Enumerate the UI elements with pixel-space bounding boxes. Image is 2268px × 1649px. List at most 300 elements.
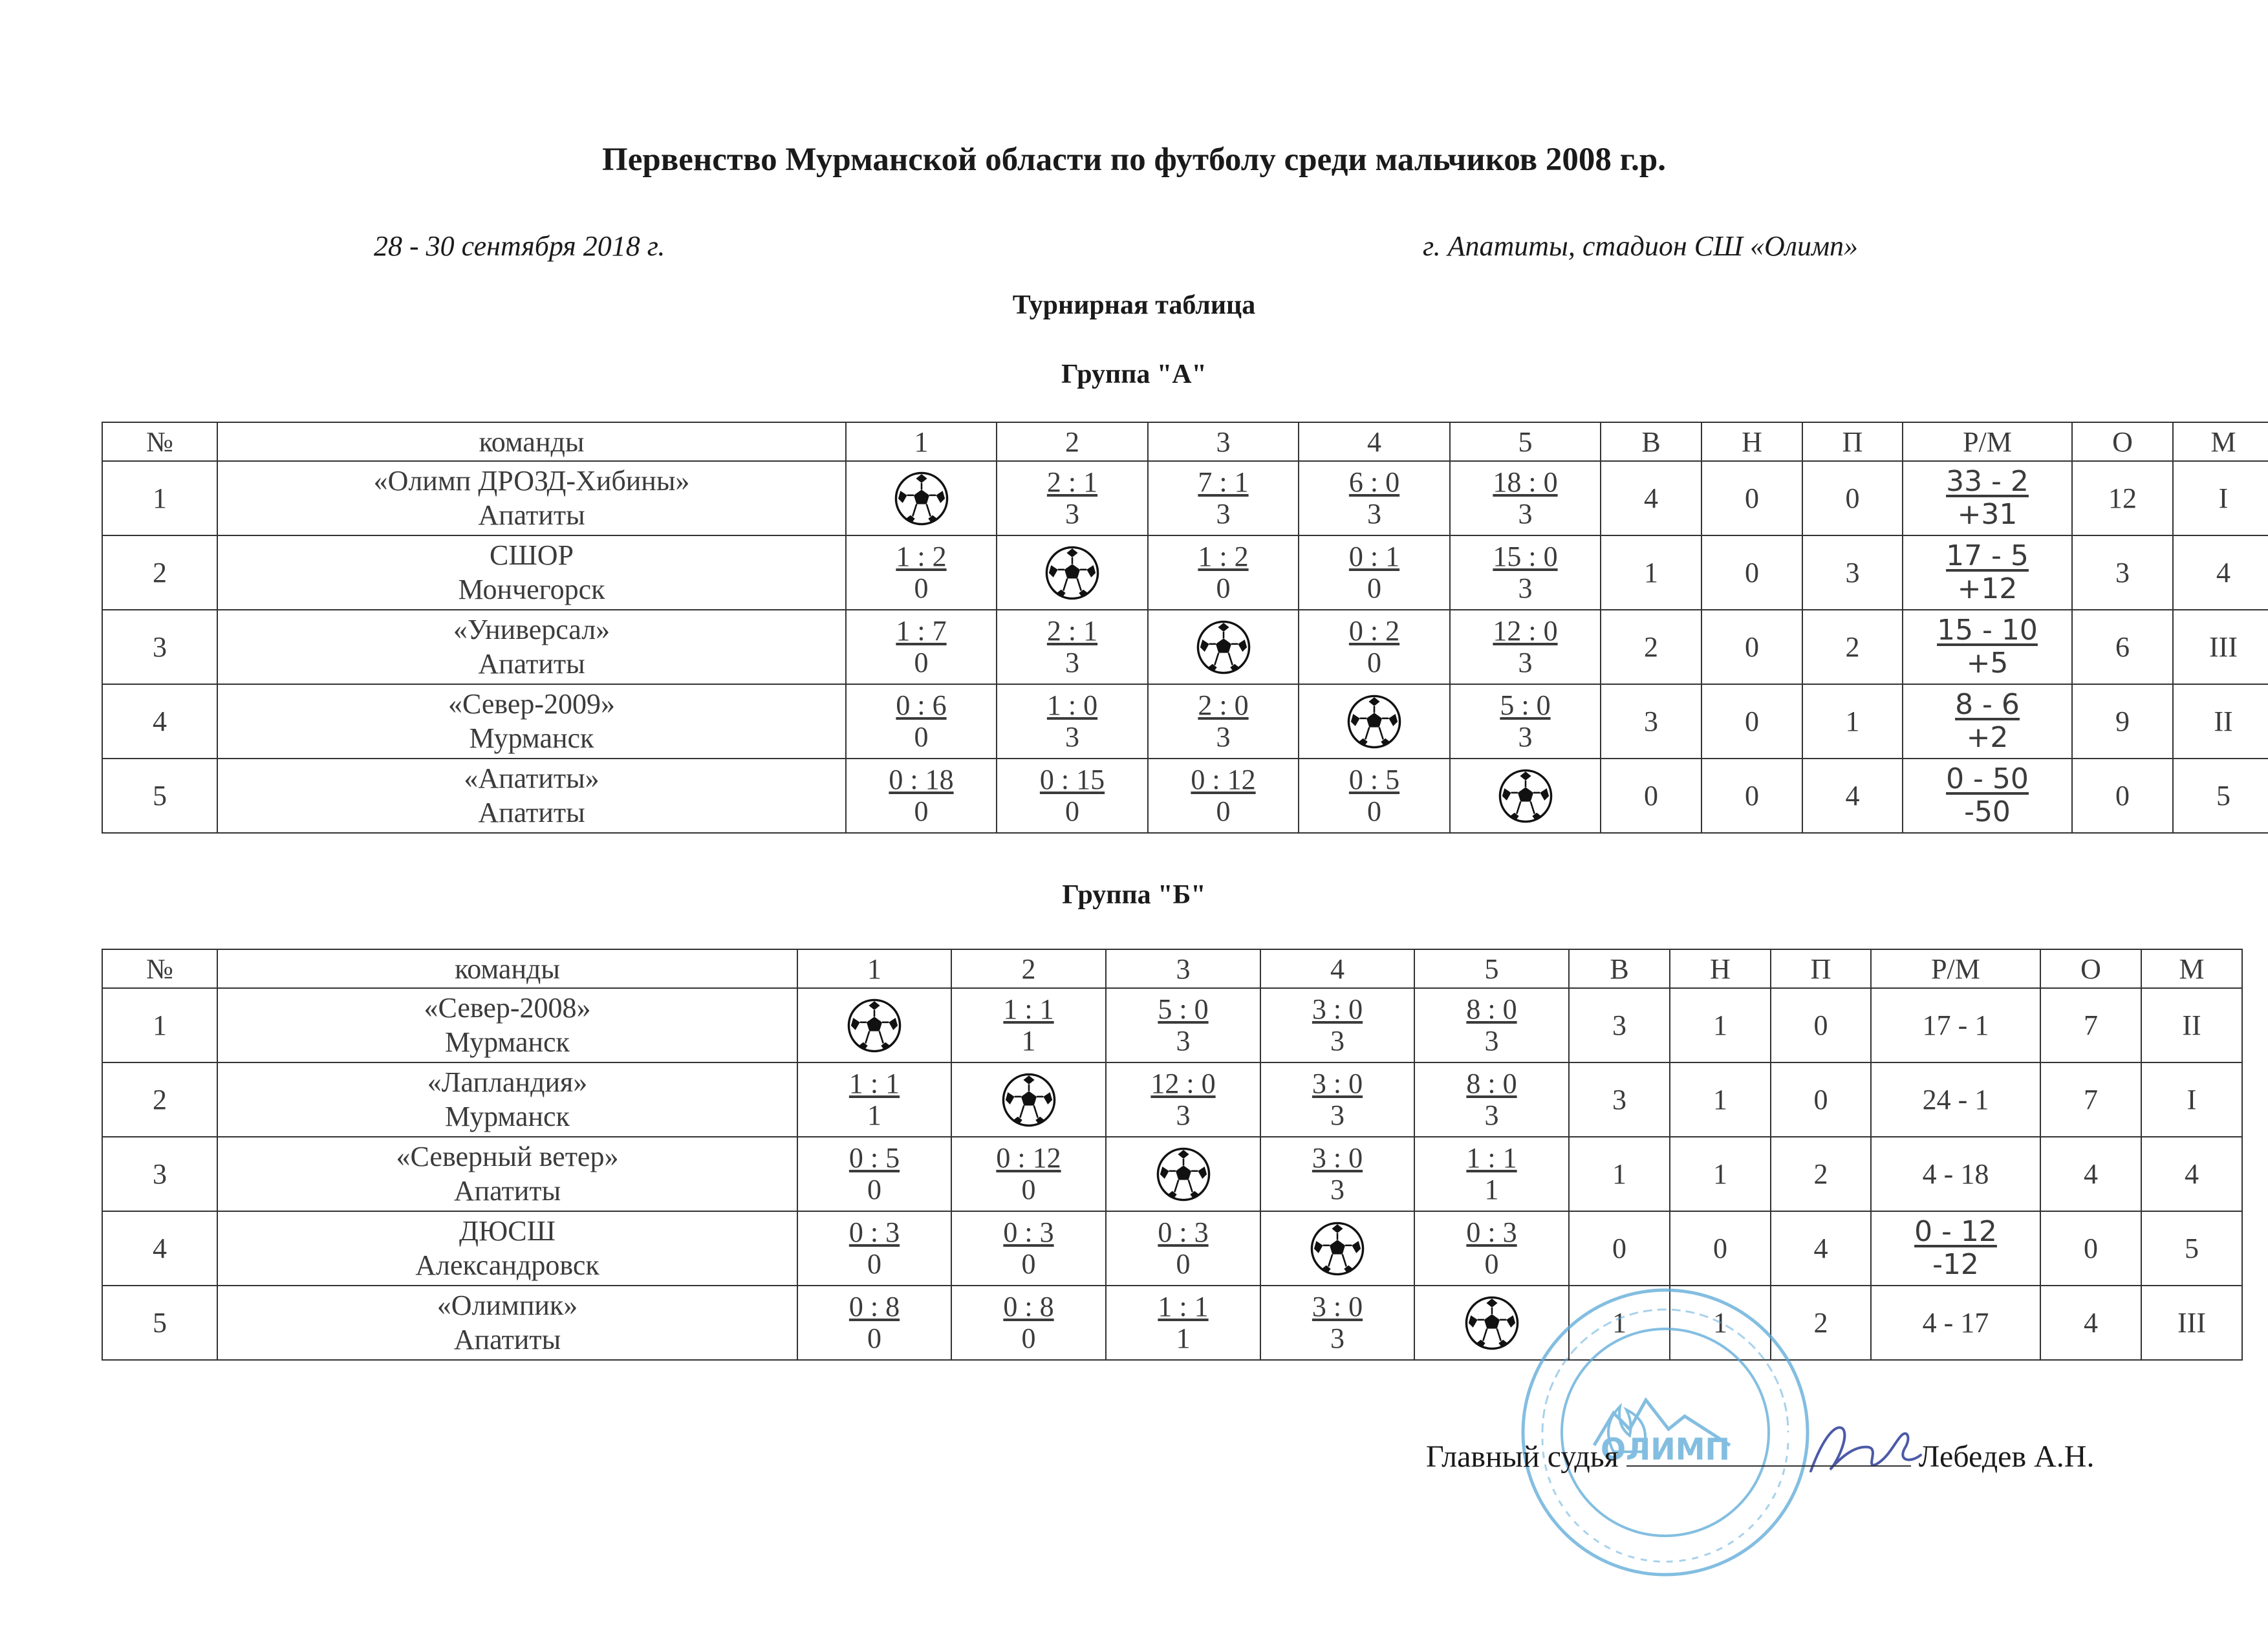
chief-judge-line — [1426, 1439, 2094, 1474]
team-cell — [217, 610, 846, 684]
match-cell-4 — [1299, 759, 1450, 833]
match-score: 12 : 0 — [1150, 1068, 1216, 1100]
group-b-table — [102, 949, 2243, 1361]
match-points: 1 — [867, 1099, 881, 1131]
losses-cell: 2 — [1771, 1286, 1871, 1360]
points-cell: 7 — [2040, 1062, 2141, 1137]
match-cell-3 — [1106, 1286, 1260, 1360]
match-cell-2 — [951, 1062, 1106, 1137]
draws-cell: 0 — [1701, 684, 1802, 759]
column-header-c4: 4 — [1299, 422, 1450, 461]
team-number: 4 — [102, 684, 217, 759]
event-venue: г. Апатиты, стадион СШ «Олимп» — [1423, 230, 1859, 262]
place-cell: 4 — [2173, 535, 2268, 610]
match-points: 3 — [1518, 572, 1533, 604]
soccer-ball-icon — [1346, 694, 1402, 749]
match-points: 3 — [1330, 1173, 1345, 1205]
match-points: 3 — [1518, 497, 1533, 530]
match-score: 1 : 1 — [1003, 993, 1054, 1026]
group-a-title: Группа "А" — [1061, 360, 1207, 389]
match-score: 15 : 0 — [1493, 541, 1558, 573]
column-header-c3: 3 — [1106, 949, 1260, 988]
match-score: 0 : 5 — [1348, 764, 1400, 796]
table-row — [102, 535, 2268, 610]
column-header-num: № — [102, 949, 217, 988]
match-cell-1 — [846, 610, 997, 684]
match-cell-1 — [846, 759, 997, 833]
wins-cell: 3 — [1569, 1062, 1670, 1137]
team-cell — [217, 1211, 797, 1286]
table-row — [102, 1286, 2242, 1360]
table-header-row — [102, 949, 2242, 988]
team-city: Мурманск — [445, 1026, 570, 1058]
match-score: 2 : 0 — [1198, 689, 1249, 722]
match-cell-4 — [1260, 1062, 1414, 1137]
match-score: 0 : 3 — [848, 1216, 900, 1249]
team-city: Мончегорск — [458, 573, 605, 605]
official-stamp-icon — [1517, 1284, 1814, 1581]
match-cell-4 — [1299, 610, 1450, 684]
points-cell: 0 — [2072, 759, 2173, 833]
match-cell-5 — [1414, 1137, 1569, 1211]
match-points: 3 — [1367, 497, 1381, 530]
match-points: 3 — [1216, 720, 1231, 753]
column-header-c4: 4 — [1260, 949, 1414, 988]
match-cell-1 — [797, 1286, 951, 1360]
match-score: 0 : 8 — [848, 1291, 900, 1323]
match-score: 0 : 12 — [996, 1142, 1061, 1174]
match-score: 8 : 0 — [1466, 993, 1517, 1026]
place-cell: III — [2173, 610, 2268, 684]
match-cell-1 — [797, 988, 951, 1062]
match-score: 0 : 8 — [1003, 1291, 1054, 1323]
goals-cell — [1903, 759, 2072, 833]
team-name: «Олимпик» — [437, 1289, 578, 1321]
goal-difference-handwritten: -12 — [1932, 1247, 1979, 1281]
match-points: 3 — [1330, 1099, 1345, 1131]
match-score: 0 : 6 — [896, 689, 947, 722]
match-cell-4 — [1260, 1137, 1414, 1211]
match-score: 0 : 15 — [1039, 764, 1105, 796]
match-cell-1 — [797, 1137, 951, 1211]
match-cell-5 — [1450, 759, 1601, 833]
match-cell-1 — [846, 461, 997, 535]
match-points: 3 — [1484, 1099, 1499, 1131]
place-cell: 4 — [2141, 1137, 2242, 1211]
judge-label: Главный судья — [1426, 1439, 1619, 1474]
table-row — [102, 988, 2242, 1062]
match-points: 0 — [867, 1322, 881, 1354]
team-name: «Апатиты» — [464, 762, 599, 794]
points-cell: 12 — [2072, 461, 2173, 535]
match-cell-3 — [1148, 759, 1299, 833]
column-header-num: № — [102, 422, 217, 461]
match-cell-2 — [951, 1137, 1106, 1211]
team-cell — [217, 1062, 797, 1137]
points-cell: 3 — [2072, 535, 2173, 610]
team-name: СШОР — [490, 539, 574, 571]
match-points: 0 — [914, 795, 929, 827]
match-points: 3 — [1065, 720, 1079, 753]
column-header-l: П — [1802, 422, 1903, 461]
points-cell: 0 — [2040, 1211, 2141, 1286]
losses-cell: 4 — [1802, 759, 1903, 833]
match-cell-3 — [1106, 988, 1260, 1062]
team-city: Апатиты — [478, 647, 585, 680]
team-number: 3 — [102, 1137, 217, 1211]
goal-difference-handwritten: +12 — [1957, 572, 2018, 605]
column-header-place: М — [2173, 422, 2268, 461]
draws-cell: 0 — [1701, 535, 1802, 610]
match-cell-3 — [1148, 684, 1299, 759]
judge-name: Лебедев А.Н. — [1918, 1439, 2095, 1474]
team-number: 1 — [102, 988, 217, 1062]
team-number: 2 — [102, 535, 217, 610]
place-cell: I — [2173, 461, 2268, 535]
match-score: 3 : 0 — [1312, 993, 1363, 1026]
match-cell-1 — [846, 684, 997, 759]
match-points: 1 — [1021, 1024, 1036, 1057]
team-number: 4 — [102, 1211, 217, 1286]
match-cell-4 — [1299, 684, 1450, 759]
column-header-d: Н — [1670, 949, 1771, 988]
match-points: 0 — [1021, 1173, 1036, 1205]
signature-line — [1626, 1441, 1911, 1467]
draws-cell: 0 — [1701, 759, 1802, 833]
match-points: 1 — [1176, 1322, 1191, 1354]
points-cell: 4 — [2040, 1137, 2141, 1211]
column-header-c2: 2 — [997, 422, 1148, 461]
match-cell-5 — [1414, 1211, 1569, 1286]
draws-cell: 0 — [1670, 1211, 1771, 1286]
match-cell-3 — [1106, 1137, 1260, 1211]
team-name: «Лапландия» — [427, 1066, 588, 1098]
match-score: 8 : 0 — [1466, 1068, 1517, 1100]
match-cell-5 — [1450, 461, 1601, 535]
column-header-w: В — [1569, 949, 1670, 988]
losses-cell: 1 — [1802, 684, 1903, 759]
soccer-ball-icon — [1310, 1221, 1365, 1277]
soccer-ball-icon — [1196, 620, 1251, 675]
wins-cell: 0 — [1569, 1211, 1670, 1286]
match-cell-2 — [951, 1286, 1106, 1360]
match-cell-1 — [797, 1211, 951, 1286]
match-cell-2 — [997, 610, 1148, 684]
losses-cell: 0 — [1771, 988, 1871, 1062]
column-header-c3: 3 — [1148, 422, 1299, 461]
wins-cell: 1 — [1569, 1137, 1670, 1211]
column-header-team: команды — [217, 949, 797, 988]
goals-cell: 4 - 18 — [1871, 1137, 2040, 1211]
match-points: 3 — [1065, 497, 1079, 530]
wins-cell: 3 — [1601, 684, 1701, 759]
match-score: 0 : 18 — [889, 764, 954, 796]
match-points: 3 — [1176, 1024, 1191, 1057]
match-score: 2 : 1 — [1046, 615, 1098, 647]
column-header-c1: 1 — [846, 422, 997, 461]
goals-cell — [1871, 1211, 2040, 1286]
wins-cell: 2 — [1601, 610, 1701, 684]
team-cell — [217, 988, 797, 1062]
match-score: 5 : 0 — [1158, 993, 1209, 1026]
column-header-gm: Р/М — [1903, 422, 2072, 461]
goals-cell — [1903, 610, 2072, 684]
wins-cell: 0 — [1601, 759, 1701, 833]
match-points: 3 — [1330, 1322, 1345, 1354]
match-points: 0 — [1216, 572, 1231, 604]
column-header-pts: О — [2072, 422, 2173, 461]
match-cell-1 — [797, 1062, 951, 1137]
svg-text:ОЛИМП: ОЛИМП — [1600, 1432, 1731, 1467]
match-score: 0 : 12 — [1191, 764, 1256, 796]
team-name: «Универсал» — [453, 613, 610, 645]
goals-cell — [1903, 684, 2072, 759]
goals-handwritten: 15 - 10 — [1937, 613, 2038, 647]
match-score: 0 : 2 — [1348, 615, 1400, 647]
team-name: «Север-2008» — [424, 991, 591, 1024]
match-cell-3 — [1148, 461, 1299, 535]
team-city: Апатиты — [453, 1174, 561, 1207]
match-score: 1 : 1 — [1158, 1291, 1209, 1323]
goal-difference-handwritten: +31 — [1957, 497, 2018, 531]
column-header-w: В — [1601, 422, 1701, 461]
match-points: 0 — [1176, 1247, 1191, 1280]
column-header-place: М — [2141, 949, 2242, 988]
team-city: Александровск — [415, 1249, 599, 1281]
team-number: 2 — [102, 1062, 217, 1137]
points-cell: 7 — [2040, 988, 2141, 1062]
match-score: 7 : 1 — [1198, 466, 1249, 499]
match-cell-5 — [1414, 988, 1569, 1062]
column-header-l: П — [1771, 949, 1871, 988]
team-number: 5 — [102, 1286, 217, 1360]
goals-handwritten: 17 - 5 — [1946, 539, 2029, 572]
team-name: «Олимп ДРОЗД-Хибины» — [373, 464, 690, 497]
team-cell — [217, 1286, 797, 1360]
match-points: 0 — [1021, 1247, 1036, 1280]
goals-handwritten: 0 - 50 — [1946, 762, 2029, 795]
losses-cell: 2 — [1771, 1137, 1871, 1211]
soccer-ball-icon — [894, 471, 949, 526]
match-score: 5 : 0 — [1500, 689, 1551, 722]
goal-difference-handwritten: +5 — [1966, 646, 2009, 680]
match-cell-4 — [1299, 461, 1450, 535]
match-cell-2 — [997, 684, 1148, 759]
wins-cell: 4 — [1601, 461, 1701, 535]
match-points: 0 — [914, 572, 929, 604]
wins-cell: 1 — [1569, 1286, 1670, 1360]
goals-handwritten: 33 - 2 — [1946, 464, 2029, 498]
match-points: 0 — [1216, 795, 1231, 827]
match-score: 12 : 0 — [1493, 615, 1558, 647]
points-cell: 9 — [2072, 684, 2173, 759]
draws-cell: 1 — [1670, 1286, 1771, 1360]
match-points: 0 — [1367, 646, 1381, 678]
column-header-c1: 1 — [797, 949, 951, 988]
wins-cell: 1 — [1601, 535, 1701, 610]
match-score: 1 : 0 — [1046, 689, 1098, 722]
match-score: 0 : 5 — [848, 1142, 900, 1174]
table-row — [102, 1137, 2242, 1211]
match-points: 0 — [867, 1247, 881, 1280]
place-cell: 5 — [2141, 1211, 2242, 1286]
match-score: 0 : 1 — [1348, 541, 1400, 573]
standings-subtitle: Турнирная таблица — [1012, 290, 1256, 320]
match-cell-4 — [1260, 1211, 1414, 1286]
match-points: 0 — [914, 646, 929, 678]
group-a-table — [102, 422, 2268, 834]
match-cell-2 — [951, 1211, 1106, 1286]
losses-cell: 0 — [1802, 461, 1903, 535]
goals-cell: 17 - 1 — [1871, 988, 2040, 1062]
draws-cell: 1 — [1670, 1062, 1771, 1137]
soccer-ball-icon — [1044, 545, 1100, 601]
losses-cell: 3 — [1802, 535, 1903, 610]
match-cell-4 — [1299, 535, 1450, 610]
match-score: 1 : 2 — [896, 541, 947, 573]
column-header-d: Н — [1701, 422, 1802, 461]
soccer-ball-icon — [1156, 1147, 1211, 1202]
goals-cell — [1903, 461, 2072, 535]
match-score: 0 : 3 — [1466, 1216, 1517, 1249]
draws-cell: 0 — [1701, 610, 1802, 684]
match-score: 1 : 2 — [1198, 541, 1249, 573]
soccer-ball-icon — [1498, 768, 1553, 824]
team-cell — [217, 1137, 797, 1211]
draws-cell: 1 — [1670, 988, 1771, 1062]
match-score: 3 : 0 — [1312, 1291, 1363, 1323]
match-score: 6 : 0 — [1348, 466, 1400, 499]
team-number: 3 — [102, 610, 217, 684]
place-cell: I — [2141, 1062, 2242, 1137]
goals-cell — [1903, 535, 2072, 610]
goals-cell: 4 - 17 — [1871, 1286, 2040, 1360]
table-header-row — [102, 422, 2268, 461]
wins-cell: 3 — [1569, 988, 1670, 1062]
soccer-ball-icon — [1464, 1295, 1520, 1351]
match-points: 3 — [1330, 1024, 1345, 1057]
draws-cell: 0 — [1701, 461, 1802, 535]
match-points: 0 — [1367, 795, 1381, 827]
points-cell: 6 — [2072, 610, 2173, 684]
place-cell: II — [2141, 988, 2242, 1062]
match-score: 1 : 7 — [896, 615, 947, 647]
match-points: 0 — [867, 1173, 881, 1205]
team-city: Апатиты — [453, 1323, 561, 1355]
match-points: 0 — [1065, 795, 1079, 827]
match-cell-5 — [1414, 1062, 1569, 1137]
match-cell-4 — [1260, 988, 1414, 1062]
table-row — [102, 461, 2268, 535]
points-cell: 4 — [2040, 1286, 2141, 1360]
match-score: 18 : 0 — [1493, 466, 1558, 499]
team-number: 1 — [102, 461, 217, 535]
column-header-c5: 5 — [1414, 949, 1569, 988]
team-name: «Север-2009» — [448, 687, 616, 720]
team-cell — [217, 461, 846, 535]
column-header-c5: 5 — [1450, 422, 1601, 461]
match-score: 3 : 0 — [1312, 1068, 1363, 1100]
match-cell-5 — [1450, 610, 1601, 684]
match-cell-2 — [997, 461, 1148, 535]
goal-difference-handwritten: -50 — [1964, 795, 2011, 828]
losses-cell: 4 — [1771, 1211, 1871, 1286]
soccer-ball-icon — [1001, 1072, 1057, 1128]
match-points: 3 — [1518, 720, 1533, 753]
table-row — [102, 1062, 2242, 1137]
match-cell-5 — [1450, 684, 1601, 759]
match-score: 1 : 1 — [848, 1068, 900, 1100]
match-score: 0 : 3 — [1003, 1216, 1054, 1249]
losses-cell: 0 — [1771, 1062, 1871, 1137]
match-points: 0 — [1021, 1322, 1036, 1354]
match-points: 0 — [1484, 1247, 1499, 1280]
column-header-c2: 2 — [951, 949, 1106, 988]
match-cell-3 — [1106, 1211, 1260, 1286]
match-cell-2 — [997, 535, 1148, 610]
match-points: 3 — [1176, 1099, 1191, 1131]
match-points: 3 — [1216, 497, 1231, 530]
draws-cell: 1 — [1670, 1137, 1771, 1211]
document-title: Первенство Мурманской области по футболу среди мальчиков 2008 г.р. — [602, 142, 1666, 178]
team-city: Апатиты — [478, 499, 585, 531]
match-points: 0 — [1367, 572, 1381, 604]
table-row — [102, 684, 2268, 759]
match-score: 3 : 0 — [1312, 1142, 1363, 1174]
match-points: 3 — [1065, 646, 1079, 678]
goal-difference-handwritten: +2 — [1966, 720, 2009, 754]
match-cell-5 — [1450, 535, 1601, 610]
match-score: 1 : 1 — [1466, 1142, 1517, 1174]
place-cell: 5 — [2173, 759, 2268, 833]
match-points: 3 — [1484, 1024, 1499, 1057]
match-points: 3 — [1518, 646, 1533, 678]
table-row — [102, 759, 2268, 833]
team-cell — [217, 535, 846, 610]
team-cell — [217, 684, 846, 759]
match-cell-3 — [1148, 535, 1299, 610]
match-points: 0 — [914, 720, 929, 753]
table-row — [102, 1211, 2242, 1286]
place-cell: II — [2173, 684, 2268, 759]
losses-cell: 2 — [1802, 610, 1903, 684]
match-cell-2 — [951, 988, 1106, 1062]
group-b-title: Группа "Б" — [1062, 880, 1206, 910]
column-header-gm: Р/М — [1871, 949, 2040, 988]
match-cell-1 — [846, 535, 997, 610]
table-row — [102, 610, 2268, 684]
team-name: ДЮСШ — [459, 1214, 556, 1247]
goals-cell: 24 - 1 — [1871, 1062, 2040, 1137]
team-city: Мурманск — [469, 722, 594, 754]
team-name: «Северный ветер» — [396, 1140, 619, 1172]
team-city: Апатиты — [478, 796, 585, 828]
team-cell — [217, 759, 846, 833]
column-header-team: команды — [217, 422, 846, 461]
team-city: Мурманск — [445, 1100, 570, 1132]
event-date: 28 - 30 сентября 2018 г. — [374, 230, 665, 262]
match-score: 0 : 3 — [1158, 1216, 1209, 1249]
column-header-pts: О — [2040, 949, 2141, 988]
goals-handwritten: 0 - 12 — [1914, 1214, 1997, 1248]
match-points: 1 — [1484, 1173, 1499, 1205]
match-cell-2 — [997, 759, 1148, 833]
soccer-ball-icon — [847, 998, 902, 1053]
team-number: 5 — [102, 759, 217, 833]
match-cell-3 — [1148, 610, 1299, 684]
match-score: 2 : 1 — [1046, 466, 1098, 499]
place-cell: III — [2141, 1286, 2242, 1360]
